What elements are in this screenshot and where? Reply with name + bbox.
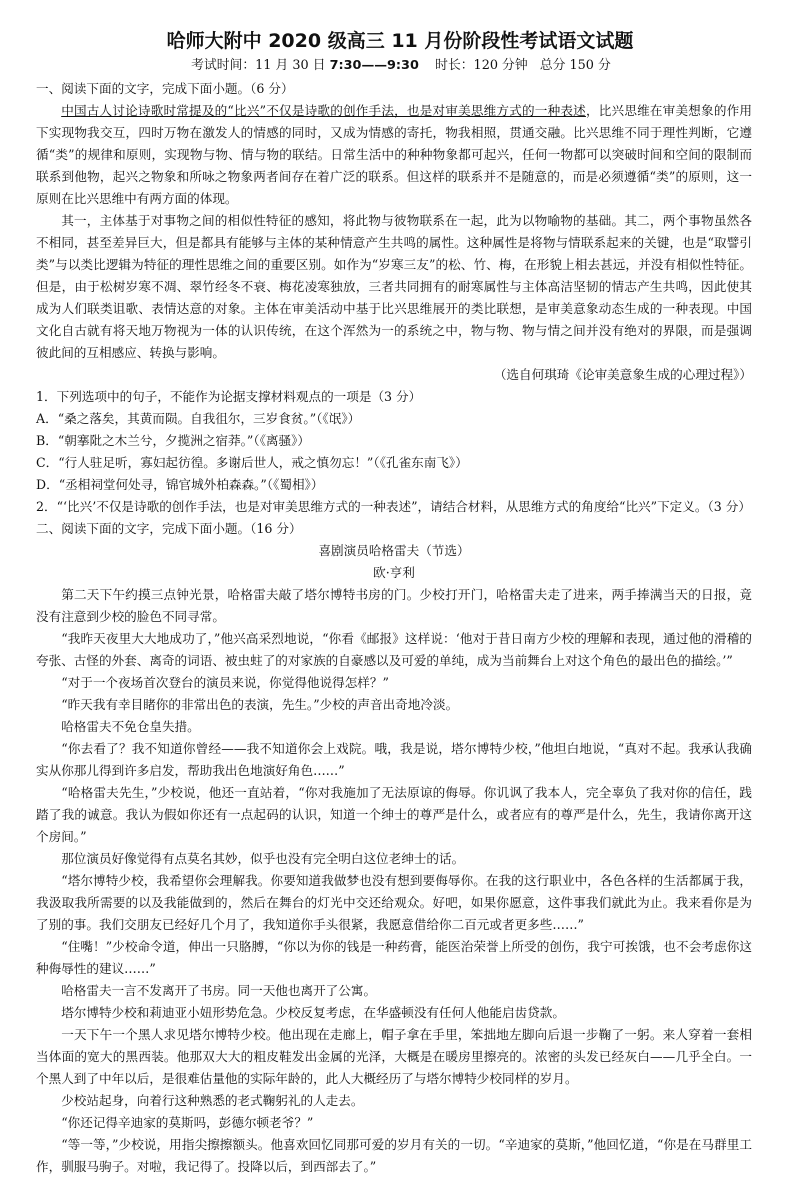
story-paragraph: “对于一个夜场首次登台的演员来说，你觉得他说得怎样？” <box>61 675 389 690</box>
part1-heading: 一、阅读下面的文字，完成下面小题。（6 分） <box>36 81 294 96</box>
story-title: 喜剧演员哈格雷夫（节选） <box>318 543 470 558</box>
question-1: 1．下列选项中的句子，不能作为论据支撑材料观点的一项是（3 分） <box>36 389 422 404</box>
story-paragraph: 哈格雷夫不免仓皇失措。 <box>61 719 200 734</box>
part1-paragraph-2: 其一，主体基于对事物之间的相似性特征的感知，将此物与彼物联系在一起，此为以物喻物的基础。其二，两个事物虽然各不相同，甚至差异巨大，但是都具有能够与主体的某种情意产生共鸣的属性。这种属性是将物与情联系起来的关键，也是“取譬引类”与以类比逻辑为特征的理性思维之间的重要区别。如作为“岁寒三友”的松、竹、梅，在形貌上相去甚远，并没有相似性特征。但是，由于松树岁寒不凋、翠竹经冬不衰、梅花凌寒独放，三者共同拥有的耐寒属性与主体高洁坚韧的情志产生共鸣，因此使其成为人们联类诅歌、表情达意的对象。主体在审美活动中基于比兴思维展开的类比联想，是审美意象动态生成的一种表现。中国文化自古就有将天地万物视为一体的认识传统，在这个浑然为一的系统之中，物与物、物与情之间并没有绝对的界限，而是强调彼此间的互相感应、转换与影响。 <box>36 213 752 360</box>
question-2: 2．“‘比兴’不仅是诗歌的创作手法，也是对审美思维方式的一种表述”，请结合材料，从思维方式的角度给“比兴”下定义。（3 分） <box>36 499 751 514</box>
story-paragraph: “我昨天夜里大大地成功了，”他兴高采烈地说，“你看《邮报》这样说：‘他对于昔日南方少校的理解和表现，通过他的滑稽的夸张、古怪的外套、离奇的词语、被虫蛀了的对家族的自豪感以及可爱的单纯，成为当前舞台上对这个角色的最出色的描绘。’” <box>36 631 752 668</box>
question-1-option-c: C．“行人驻足听，寡妇起彷徨。多谢后世人，戒之慎勿忘！”（《孔雀东南飞》） <box>36 455 468 470</box>
story-paragraph: 那位演员好像觉得有点莫名其妙，似乎也没有完全明白这位老绅士的话。 <box>61 851 465 866</box>
story-paragraph: 一天下午一个黑人求见塔尔博特少校。他出现在走廊上，帽子拿在手里，笨拙地左脚向后退一步鞠了一躬。来人穿着一套相当体面的宽大的黑西装。他那双大大的粗皮鞋发出金属的光泽，大概是在暖房里擦亮的。浓密的头发已经灰白——几乎全白。一个黑人到了中年以后，是很难估量他的实际年龄的，此人大概经历了与塔尔博特少校同样的岁月。 <box>36 1027 752 1086</box>
exam-info <box>50 56 752 76</box>
story-paragraph: “住嘴！”少校命令道，伸出一只胳膊，“你以为你的钱是一种药膏，能医治荣誉上所受的创伤，我宁可挨饿，也不会考虑你这种侮辱性的建议……” <box>36 939 752 976</box>
exam-time-range: 7:30——9:30 <box>329 58 419 73</box>
exam-total-score: 总分 150 分 <box>539 58 611 73</box>
exam-time-label: 考试时间：11 月 30 日 <box>191 58 326 73</box>
story-paragraph: “等一等，”少校说，用指尖擦擦额头。他喜欢回忆同那可爱的岁月有关的一切。“辛迪家的莫斯，”他回忆道，“你是在马群里工作，驯服马驹子。对啦，我记得了。投降以后，到西部去了。” <box>36 1137 752 1174</box>
part2-heading: 二、阅读下面的文字，完成下面小题。（16 分） <box>36 521 302 536</box>
story-paragraph: “塔尔博特少校，我希望你会理解我。你要知道我做梦也没有想到要侮辱你。在我的这行职业中，各色各样的生活都属于我，我汲取我所需要的以及我能做到的，然后在舞台的灯光中交还给观众。好吧，如果你愿意，这件事我们就此为止。我来看你是为了别的事。我们交朋友已经好几个月了，我知道你手头很紧，我愿意借给你二百元或者更多些……” <box>36 873 752 932</box>
story-author: 欧·亨利 <box>373 565 415 580</box>
story-paragraph: “哈格雷夫先生，”少校说，他还一直站着，“你对我施加了无法原谅的侮辱。你讥讽了我本人，完全辜负了我对你的信任，践踏了我的诚意。我认为假如你还有一点起码的认识，知道一个绅士的尊严是什么，或者应有的尊严是什么，先生，我请你离开这个房间。” <box>36 785 752 844</box>
story-paragraph: 哈格雷夫一言不发离开了书房。同一天他也离开了公寓。 <box>61 983 377 998</box>
source-citation: （选自何琪琦《论审美意象生成的心理过程》） <box>493 367 752 382</box>
question-1-option-d: D．“丞相祠堂何处寻，锦官城外柏森森。”（《蜀相》） <box>36 477 324 492</box>
story-paragraph: 少校站起身，向着行这种熟悉的老式鞠躬礼的人走去。 <box>61 1093 364 1108</box>
exam-duration: 时长：120 分钟 <box>435 58 528 73</box>
exam-title: 哈师大附中 2020 级高三 11 月份阶段性考试语文试题 <box>166 30 634 52</box>
story-paragraph: “昨天我有幸目睹你的非常出色的表演，先生。”少校的声音出奇地冷淡。 <box>61 697 459 712</box>
story-paragraph: “你还记得辛迪家的莫斯吗，彭德尔顿老爷？” <box>61 1115 314 1130</box>
story-paragraph: 塔尔博特少校和莉迪亚小妞形势危急。少校反复考虑，在华盛顿没有任何人他能启齿贷款。 <box>61 1005 565 1020</box>
story-paragraph: “你去看了？我不知道你曾经——我不知道你会上戏院。哦，我是说，塔尔博特少校，”他坦白地说，“真对不起。我承认我确实从你那儿得到许多启发，帮助我出色地演好角色……” <box>36 741 752 778</box>
paragraph-1-rest: ，比兴思维在审美想象的作用下实现物我交互，四时万物在激发人的情感的同时，又成为情感的寄托，物我相照，贯通交融。比兴思维不同于理性判断，它遵循“类”的规律和原则，实现物与物、情与物的联结。日常生活中的种种物象都可起兴，任何一物都可以突破时间和空间的限制而联系到他物，起兴之物象和所咏之物象两者间存在着广泛的联系。但这样的联系并不是随意的，而是必须遵循“类”的原则，这一原则在比兴思维中有两方面的体现。 <box>36 103 752 206</box>
question-1-option-a: A．“桑之落矣，其黄而陨。自我徂尔，三岁食贫。”（《氓》） <box>36 411 361 426</box>
story-paragraph: 第二天下午约摸三点钟光景，哈格雷夫敲了塔尔博特书房的门。少校打开门，哈格雷夫走了进来，两手捧满当天的日报，竟没有注意到少校的脸色不同寻常。 <box>36 587 752 624</box>
question-1-option-b: B．“朝搴阰之木兰兮，夕揽洲之宿莽。”（《离骚》） <box>36 433 310 448</box>
underlined-thesis: 中国古人讨论诗歌时常提及的“比兴”不仅是诗歌的创作手法，也是对审美思维方式的一种表述 <box>61 103 586 118</box>
part1-paragraph-1 <box>36 100 752 210</box>
